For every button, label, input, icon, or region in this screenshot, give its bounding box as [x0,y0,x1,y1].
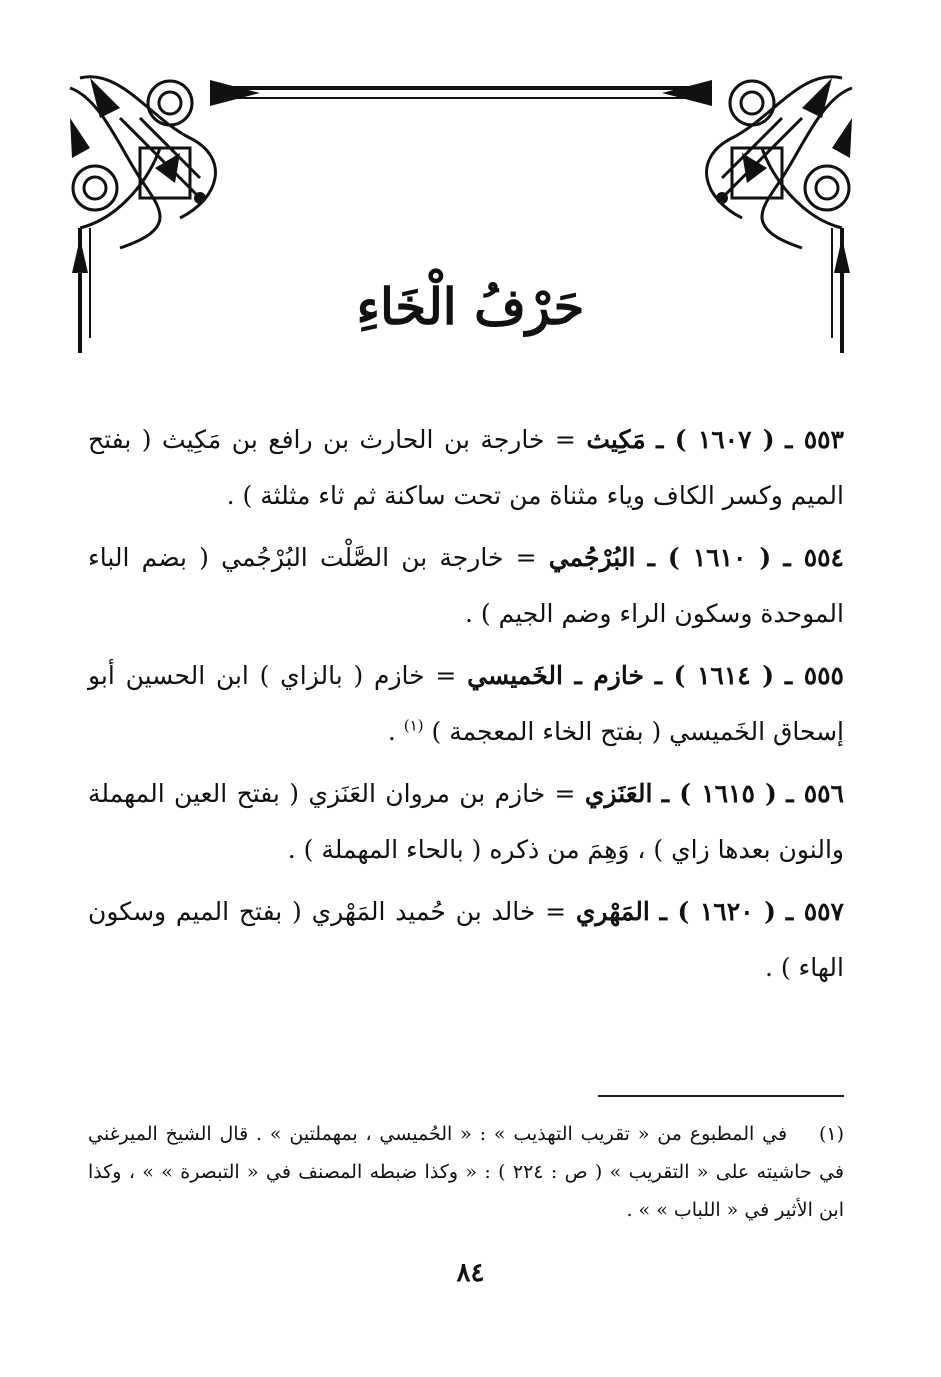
entries-list [88,412,844,1002]
entry-number: ٥٥٣ ـ [785,425,844,454]
entry-556 [88,766,844,878]
footnote-text: في المطبوع من « تقريب التهذيب » : « الحُميسي ، بمهملتين » . قال الشيخ الميرغني في حاشيته على « التقريب » ( ص : ٢٢٤ ) : « وكذا ضبطه المصنف في « التبصرة » » ، وكذا ابن الأثير في « اللباب » » . [88,1123,844,1221]
footnote [88,1115,844,1229]
entry-text: = خارجة بن الحارث بن رافع بن مَكِيث ( بفتح الميم وكسر الكاف وياء مثناة من تحت ساكنة ثم ثاء مثلثة ) . [88,425,844,510]
entry-text: = خارجة بن الصَّلْت البُرْجُمي ( بضم الباء الموحدة وسكون الراء وضم الجيم ) . [88,543,844,628]
entry-name: العَنَزي [584,779,653,808]
entry-text: = خازم بن مروان العَنَزي ( بفتح العين المهملة والنون بعدها زاي ) ، وَهِمَ من ذكره ( بالحاء المهملة ) . [88,779,844,864]
chapter-title: حَرْفُ الْخَاءِ [356,277,585,336]
entry-number: ٥٥٥ ـ [784,661,844,690]
entry-555 [88,648,844,760]
footnote-divider [598,1095,844,1097]
entry-reference: ( ١٦١٥ ) ـ [661,779,777,808]
entry-name: المَهْري [575,897,650,926]
entry-number: ٥٥٤ ـ [783,543,844,572]
entry-name: البُرْجُمي [548,543,636,572]
page-number: ٨٤ [456,1258,485,1288]
entry-reference: ( ١٦١٠ ) ـ [647,543,772,572]
entry-reference: ( ١٦٠٧ ) ـ [656,425,775,454]
entry-reference: ( ١٦٢٠ ) ـ [659,897,776,926]
entry-tail: . [387,717,396,746]
entry-name: خازم ـ الخَميسي [467,661,644,690]
entry-557 [88,884,844,996]
entry-text: = خالد بن حُميد المَهْري ( بفتح الميم وسكون الهاء ) . [88,897,844,982]
footnote-marker[interactable]: (١) [403,716,424,735]
entry-number: ٥٥٦ ـ [786,779,844,808]
footnote-number: (١) [818,1123,844,1145]
entry-reference: ( ١٦١٤ ) ـ [654,661,775,690]
entry-553 [88,412,844,524]
entry-554 [88,530,844,642]
entry-number: ٥٥٧ ـ [785,897,844,926]
entry-text: = خازم ( بالزاي ) ابن الحسين أبو إسحاق الخَميسي ( بفتح الخاء المعجمة ) [88,661,844,746]
entry-name: مَكِيث [586,425,646,454]
